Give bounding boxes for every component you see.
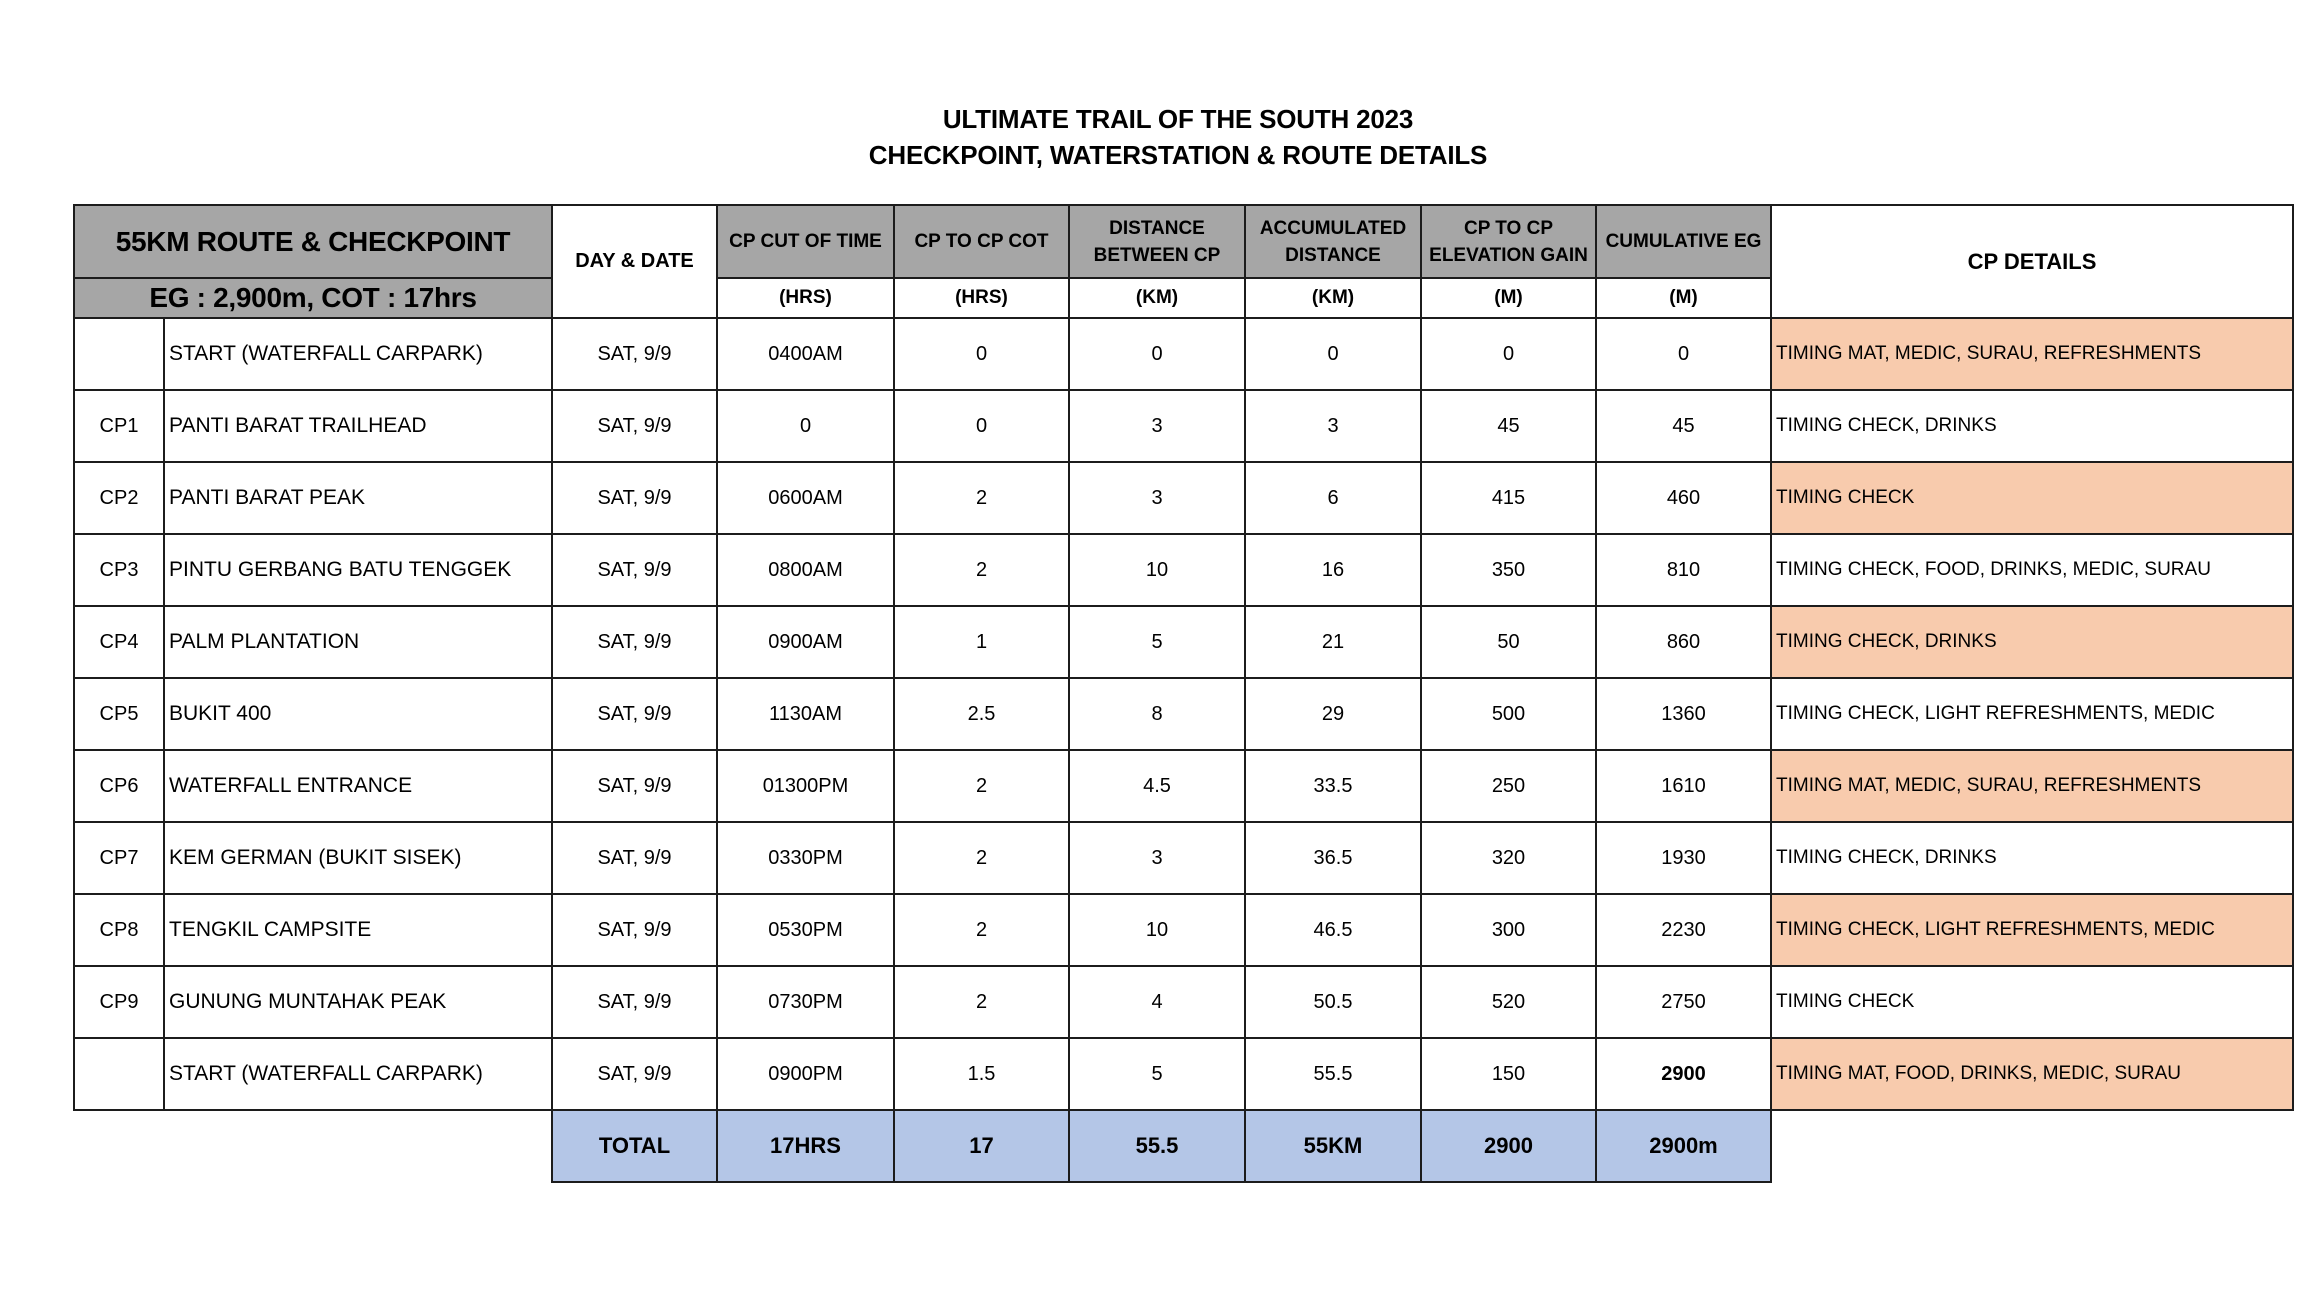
day-cell: SAT, 9/9 bbox=[552, 318, 717, 390]
cut-off-cell: 0730PM bbox=[717, 966, 894, 1038]
cp-id-cell: CP7 bbox=[74, 822, 164, 894]
details-cell: TIMING CHECK, FOOD, DRINKS, MEDIC, SURAU bbox=[1771, 534, 2293, 606]
details-cell: TIMING CHECK, DRINKS bbox=[1771, 606, 2293, 678]
cumulative-cell: 860 bbox=[1596, 606, 1771, 678]
cp-name-cell: START (WATERFALL CARPARK) bbox=[164, 1038, 552, 1110]
cp-cot-header: CP TO CP COT bbox=[894, 205, 1069, 278]
cp-id-cell: CP3 bbox=[74, 534, 164, 606]
distance-cell: 10 bbox=[1069, 894, 1245, 966]
accumulated-cell: 29 bbox=[1245, 678, 1421, 750]
table-row bbox=[74, 678, 2293, 750]
cut-off-cell: 0800AM bbox=[717, 534, 894, 606]
cp-name-cell: PINTU GERBANG BATU TENGGEK bbox=[164, 534, 552, 606]
cot-cell: 2 bbox=[894, 822, 1069, 894]
total-cut-off: 17HRS bbox=[717, 1110, 894, 1182]
details-cell: TIMING CHECK, LIGHT REFRESHMENTS, MEDIC bbox=[1771, 678, 2293, 750]
details-cell: TIMING CHECK bbox=[1771, 462, 2293, 534]
table-row bbox=[74, 822, 2293, 894]
route-table bbox=[73, 204, 2294, 1183]
cp-id-cell: CP8 bbox=[74, 894, 164, 966]
accumulated-cell: 0 bbox=[1245, 318, 1421, 390]
accumulated-cell: 55.5 bbox=[1245, 1038, 1421, 1110]
table-row bbox=[74, 894, 2293, 966]
accumulated-cell: 21 bbox=[1245, 606, 1421, 678]
accumulated-cell: 50.5 bbox=[1245, 966, 1421, 1038]
accumulated-cell: 16 bbox=[1245, 534, 1421, 606]
elevation-gain-header: CP TO CP ELEVATION GAIN bbox=[1421, 205, 1596, 278]
cp-name-cell: TENGKIL CAMPSITE bbox=[164, 894, 552, 966]
cot-cell: 0 bbox=[894, 318, 1069, 390]
elevation-cell: 45 bbox=[1421, 390, 1596, 462]
table-row bbox=[74, 750, 2293, 822]
details-cell: TIMING CHECK, LIGHT REFRESHMENTS, MEDIC bbox=[1771, 894, 2293, 966]
cp-name-cell: BUKIT 400 bbox=[164, 678, 552, 750]
elevation-cell: 250 bbox=[1421, 750, 1596, 822]
cp-id-cell: CP2 bbox=[74, 462, 164, 534]
cot-cell: 2 bbox=[894, 966, 1069, 1038]
accumulated-distance-header: ACCUMULATED DISTANCE bbox=[1245, 205, 1421, 278]
cut-off-header: CP CUT OF TIME bbox=[717, 205, 894, 278]
accumulated-cell: 33.5 bbox=[1245, 750, 1421, 822]
distance-cell: 8 bbox=[1069, 678, 1245, 750]
details-cell: TIMING MAT, FOOD, DRINKS, MEDIC, SURAU bbox=[1771, 1038, 2293, 1110]
details-cell: TIMING MAT, MEDIC, SURAU, REFRESHMENTS bbox=[1771, 750, 2293, 822]
distance-cell: 10 bbox=[1069, 534, 1245, 606]
cumulative-cell: 810 bbox=[1596, 534, 1771, 606]
cot-cell: 0 bbox=[894, 390, 1069, 462]
day-cell: SAT, 9/9 bbox=[552, 390, 717, 462]
details-cell: TIMING CHECK, DRINKS bbox=[1771, 390, 2293, 462]
total-cumulative: 2900m bbox=[1596, 1110, 1771, 1182]
cot-cell: 2 bbox=[894, 534, 1069, 606]
details-cell: TIMING MAT, MEDIC, SURAU, REFRESHMENTS bbox=[1771, 318, 2293, 390]
cumulative-cell: 2750 bbox=[1596, 966, 1771, 1038]
cp-id-cell: CP4 bbox=[74, 606, 164, 678]
total-label: TOTAL bbox=[552, 1110, 717, 1182]
total-elevation: 2900 bbox=[1421, 1110, 1596, 1182]
table-row bbox=[74, 462, 2293, 534]
day-cell: SAT, 9/9 bbox=[552, 750, 717, 822]
total-accumulated: 55KM bbox=[1245, 1110, 1421, 1182]
cp-name-cell: PANTI BARAT PEAK bbox=[164, 462, 552, 534]
accumulated-distance-unit: (KM) bbox=[1245, 278, 1421, 318]
distance-cell: 3 bbox=[1069, 462, 1245, 534]
cumulative-eg-unit: (M) bbox=[1596, 278, 1771, 318]
day-cell: SAT, 9/9 bbox=[552, 822, 717, 894]
table-row bbox=[74, 318, 2293, 390]
page-title: ULTIMATE TRAIL OF THE SOUTH 2023 bbox=[942, 104, 1414, 134]
cut-off-unit: (HRS) bbox=[717, 278, 894, 318]
cp-name-cell: PALM PLANTATION bbox=[164, 606, 552, 678]
day-cell: SAT, 9/9 bbox=[552, 606, 717, 678]
cot-cell: 2 bbox=[894, 462, 1069, 534]
distance-cell: 4 bbox=[1069, 966, 1245, 1038]
table-row bbox=[74, 534, 2293, 606]
details-cell: TIMING CHECK, DRINKS bbox=[1771, 822, 2293, 894]
day-cell: SAT, 9/9 bbox=[552, 462, 717, 534]
cumulative-cell: 2900 bbox=[1596, 1038, 1771, 1110]
day-cell: SAT, 9/9 bbox=[552, 534, 717, 606]
cumulative-cell: 1930 bbox=[1596, 822, 1771, 894]
cp-name-cell: KEM GERMAN (BUKIT SISEK) bbox=[164, 822, 552, 894]
cp-cot-unit: (HRS) bbox=[894, 278, 1069, 318]
table-row bbox=[74, 606, 2293, 678]
elevation-cell: 150 bbox=[1421, 1038, 1596, 1110]
day-cell: SAT, 9/9 bbox=[552, 678, 717, 750]
elevation-cell: 320 bbox=[1421, 822, 1596, 894]
cp-id-cell: CP5 bbox=[74, 678, 164, 750]
day-cell: SAT, 9/9 bbox=[552, 894, 717, 966]
cut-off-cell: 01300PM bbox=[717, 750, 894, 822]
elevation-cell: 350 bbox=[1421, 534, 1596, 606]
cut-off-cell: 0900PM bbox=[717, 1038, 894, 1110]
cp-details-header: CP DETAILS bbox=[1771, 205, 2293, 318]
cot-cell: 1.5 bbox=[894, 1038, 1069, 1110]
cumulative-cell: 2230 bbox=[1596, 894, 1771, 966]
cumulative-eg-header: CUMULATIVE EG bbox=[1596, 205, 1771, 278]
elevation-cell: 500 bbox=[1421, 678, 1596, 750]
cot-cell: 2 bbox=[894, 894, 1069, 966]
cp-name-cell: GUNUNG MUNTAHAK PEAK bbox=[164, 966, 552, 1038]
cumulative-cell: 0 bbox=[1596, 318, 1771, 390]
total-row bbox=[74, 1110, 2293, 1182]
cumulative-cell: 45 bbox=[1596, 390, 1771, 462]
cut-off-cell: 0400AM bbox=[717, 318, 894, 390]
elevation-cell: 520 bbox=[1421, 966, 1596, 1038]
cp-name-cell: WATERFALL ENTRANCE bbox=[164, 750, 552, 822]
route-summary-header: EG : 2,900m, COT : 17hrs bbox=[74, 278, 552, 318]
total-cot: 17 bbox=[894, 1110, 1069, 1182]
distance-cell: 5 bbox=[1069, 1038, 1245, 1110]
cut-off-cell: 0330PM bbox=[717, 822, 894, 894]
distance-cell: 3 bbox=[1069, 390, 1245, 462]
cumulative-cell: 1360 bbox=[1596, 678, 1771, 750]
cp-name-cell: START (WATERFALL CARPARK) bbox=[164, 318, 552, 390]
elevation-cell: 300 bbox=[1421, 894, 1596, 966]
table-row bbox=[74, 966, 2293, 1038]
elevation-cell: 50 bbox=[1421, 606, 1596, 678]
cp-id-cell: CP1 bbox=[74, 390, 164, 462]
page-subtitle: CHECKPOINT, WATERSTATION & ROUTE DETAILS bbox=[868, 140, 1488, 170]
cot-cell: 2.5 bbox=[894, 678, 1069, 750]
cut-off-cell: 1130AM bbox=[717, 678, 894, 750]
day-cell: SAT, 9/9 bbox=[552, 1038, 717, 1110]
elevation-gain-unit: (M) bbox=[1421, 278, 1596, 318]
accumulated-cell: 36.5 bbox=[1245, 822, 1421, 894]
elevation-cell: 0 bbox=[1421, 318, 1596, 390]
cumulative-cell: 460 bbox=[1596, 462, 1771, 534]
cp-id-cell: CP6 bbox=[74, 750, 164, 822]
route-title-header: 55KM ROUTE & CHECKPOINT bbox=[74, 205, 552, 278]
cot-cell: 2 bbox=[894, 750, 1069, 822]
distance-between-unit: (KM) bbox=[1069, 278, 1245, 318]
cut-off-cell: 0600AM bbox=[717, 462, 894, 534]
cut-off-cell: 0 bbox=[717, 390, 894, 462]
elevation-cell: 415 bbox=[1421, 462, 1596, 534]
distance-cell: 0 bbox=[1069, 318, 1245, 390]
distance-cell: 3 bbox=[1069, 822, 1245, 894]
accumulated-cell: 3 bbox=[1245, 390, 1421, 462]
accumulated-cell: 46.5 bbox=[1245, 894, 1421, 966]
distance-cell: 5 bbox=[1069, 606, 1245, 678]
cot-cell: 1 bbox=[894, 606, 1069, 678]
cp-id-cell bbox=[74, 1038, 164, 1110]
cut-off-cell: 0900AM bbox=[717, 606, 894, 678]
cp-id-cell: CP9 bbox=[74, 966, 164, 1038]
cut-off-cell: 0530PM bbox=[717, 894, 894, 966]
accumulated-cell: 6 bbox=[1245, 462, 1421, 534]
total-distance: 55.5 bbox=[1069, 1110, 1245, 1182]
cumulative-cell: 1610 bbox=[1596, 750, 1771, 822]
distance-cell: 4.5 bbox=[1069, 750, 1245, 822]
cp-id-cell bbox=[74, 318, 164, 390]
details-cell: TIMING CHECK bbox=[1771, 966, 2293, 1038]
day-date-header: DAY & DATE bbox=[552, 205, 717, 318]
distance-between-header: DISTANCE BETWEEN CP bbox=[1069, 205, 1245, 278]
table-row bbox=[74, 1038, 2293, 1110]
cp-name-cell: PANTI BARAT TRAILHEAD bbox=[164, 390, 552, 462]
table-row bbox=[74, 390, 2293, 462]
day-cell: SAT, 9/9 bbox=[552, 966, 717, 1038]
